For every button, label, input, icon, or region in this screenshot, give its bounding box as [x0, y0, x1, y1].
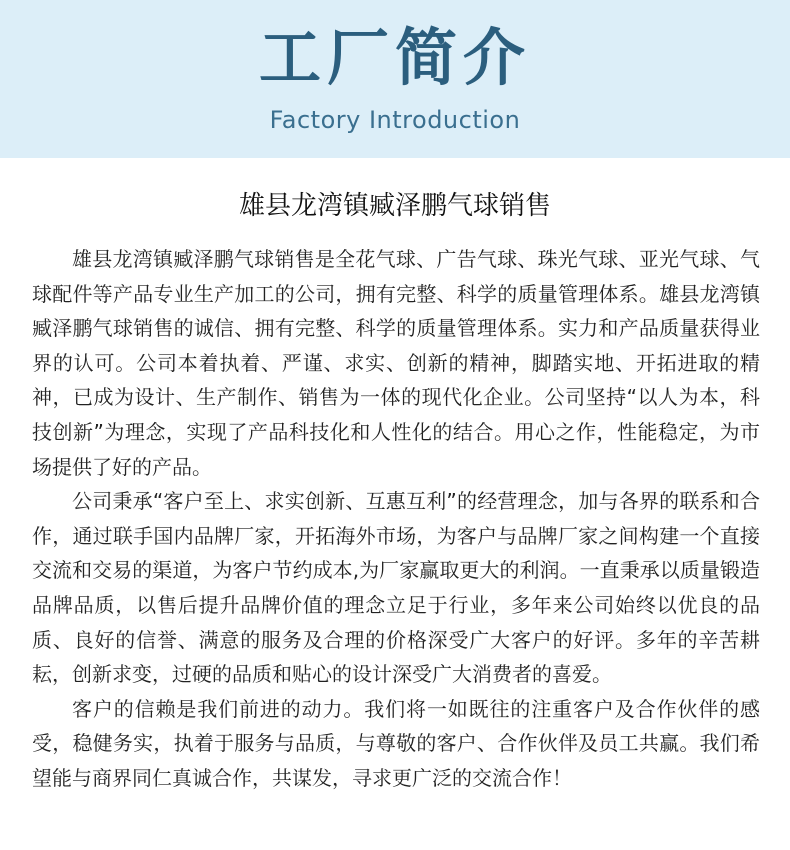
intro-content	[32, 242, 760, 796]
page-title: 工厂简介	[258, 21, 531, 94]
intro-paragraph-3: 客户的信赖是我们前进的动力。我们将一如既往的注重客户及合作伙伴的感受，稳健务实，执着于服务与品质，与尊敬的客户、合作伙伴及员工共赢。我们希望能与商界同仁真诚合作，共谋发，寻求更广泛的交流合作！	[32, 696, 760, 790]
header-banner	[0, 0, 790, 158]
page-subtitle: Factory Introduction	[269, 106, 521, 134]
intro-paragraph-2: 公司秉承“客户至上、求实创新、互惠互利”的经营理念，加与各界的联系和合作，通过联手国内品牌厂家，开拓海外市场，为客户与品牌厂家之间构建一个直接交流和交易的渠道，为客户节约成本,为厂家赢取更大的利润。一直秉承以质量锻造品牌品质，以售后提升品牌价值的理念立足于行业，多年来公司始终以优良的品质、良好的信誉、满意的服务及合理的价格深受广大客户的好评。多年的辛苦耕耘，创新求变，过硬的品质和贴心的设计深受广大消费者的喜爱。	[32, 489, 760, 687]
intro-paragraph-1: 雄县龙湾镇臧泽鹏气球销售是全花气球、广告气球、珠光气球、亚光气球、气球配件等产品专业生产加工的公司，拥有完整、科学的质量管理体系。雄县龙湾镇臧泽鹏气球销售的诚信、拥有完整、科学的质量管理体系。实力和产品质量获得业界的认可。公司本着执着、严谨、求实、创新的精神，脚踏实地、开拓进取的精神，已成为设计、生产制作、销售为一体的现代化企业。公司坚持“以人为本，科技创新”为理念，实现了产品科技化和人性化的结合。用心之作，性能稳定，为市场提供了好的产品。	[32, 247, 760, 479]
company-name-heading: 雄县龙湾镇臧泽鹏气球销售	[238, 191, 551, 221]
